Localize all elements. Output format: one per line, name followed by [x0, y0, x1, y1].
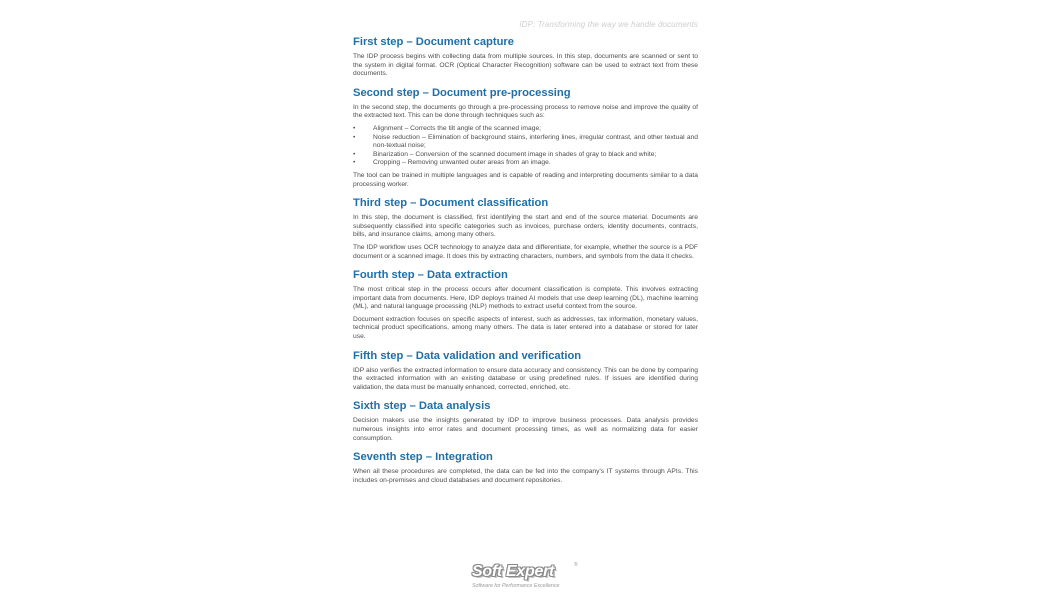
document-body	[353, 35, 698, 489]
section-heading: First step – Document capture	[353, 36, 515, 48]
section-document-capture	[353, 35, 698, 79]
section-heading: Third step – Document classification	[353, 197, 549, 210]
section-heading: Sixth step – Data analysis	[353, 400, 491, 413]
logo-tagline: Software for Performance Excellence	[472, 583, 560, 589]
section-heading: Seventh step – Integration	[353, 451, 493, 464]
paragraph: Document extraction focuses on specific aspects of interest, such as addresses, tax information, monetary values, technical product specifications, among many others. The data is later entered into a database or stored for later use.	[353, 315, 698, 341]
section-heading: Second step – Document pre-processing	[353, 86, 571, 99]
paragraph: When all these procedures are completed, the data can be fed into the company's IT systems through APIs. This includes on-premises and cloud databases and document repositories.	[353, 468, 698, 484]
paragraph: The IDP process begins with collecting data from multiple sources. In this step, documents are scanned or sent to the system in digital format. OCR (Optical Character Recognition) software can be used to extract text from these documents.	[353, 53, 698, 78]
paragraph: The tool can be trained in multiple languages and is capable of reading and interpreting documents similar to a data processing worker.	[353, 171, 698, 188]
bullet-icon: •	[353, 159, 356, 167]
section-heading: Fifth step – Data validation and verification	[353, 349, 582, 362]
paragraph: The IDP workflow uses OCR technology to analyze data and differentiate, for example, whether the source is a PDF document or a scanned image. It does this by extracting characters, numbers, and symbols from the data it checks.	[353, 243, 698, 260]
registered-mark: ®	[574, 562, 578, 568]
bullet-icon: •	[353, 133, 356, 141]
paragraph: IDP also verifies the extracted information to ensure data accuracy and consistency. This can be done by comparing the extracted information with an existing database or using predefined rules. If issues are identified during validation, the data must be manually enhanced, corrected, enriched, etc.	[353, 366, 698, 391]
softexpert-logo	[470, 563, 582, 593]
bullet-icon: •	[353, 124, 356, 132]
running-header: IDP: Transforming the way we handle documents	[519, 20, 698, 29]
paragraph: In the second step, the documents go through a pre-processing process to remove noise and improve the quality of the extracted text. This can be done through techniques such as:	[353, 103, 698, 120]
list-item-text: Alignment – Corrects the tilt angle of the scanned image;	[373, 124, 542, 132]
section-document-pre-processing	[353, 86, 698, 189]
section-data-validation	[353, 349, 698, 393]
bullet-icon: •	[353, 150, 356, 158]
paragraph: In this step, the document is classified, first identifying the start and end of the source material. Documents are subsequently classified into specific categories such as invoices, purchase orders, identity documents, contracts, bills, and insurance claims, among many others.	[353, 214, 698, 239]
paragraph: Decision makers use the insights generated by IDP to improve business processes. Data analysis provides numerous insights into error rates and document processing times, as well as normalizing data for easier consumption.	[353, 417, 698, 442]
section-data-extraction	[353, 268, 698, 342]
section-document-classification	[353, 196, 698, 261]
paragraph: The most critical step in the process occurs after document classification is complete. This involves extracting important data from documents. Here, IDP deploys trained AI models that use deep learning (DL), machine learning (ML), and natural language processing (NLP) methods to extract useful context from the source.	[353, 286, 698, 311]
logo-wordmark: Soft Expert	[472, 563, 555, 580]
list-item-text: Binarization – Conversion of the scanned document image in shades of gray to black and white;	[373, 150, 657, 158]
section-heading: Fourth step – Data extraction	[353, 269, 508, 282]
list-item-text: Cropping – Removing unwanted outer areas from an image.	[373, 159, 551, 167]
list-item	[353, 151, 698, 160]
section-integration	[353, 450, 698, 485]
list-item	[353, 125, 698, 134]
list-item	[353, 159, 698, 168]
list-item	[353, 134, 698, 151]
section-data-analysis	[353, 399, 698, 443]
list-item-text: Noise reduction – Elimination of background stains, interfering lines, irregular contrast, and other textual and non-textual noise;	[373, 133, 698, 150]
technique-list	[353, 125, 698, 168]
